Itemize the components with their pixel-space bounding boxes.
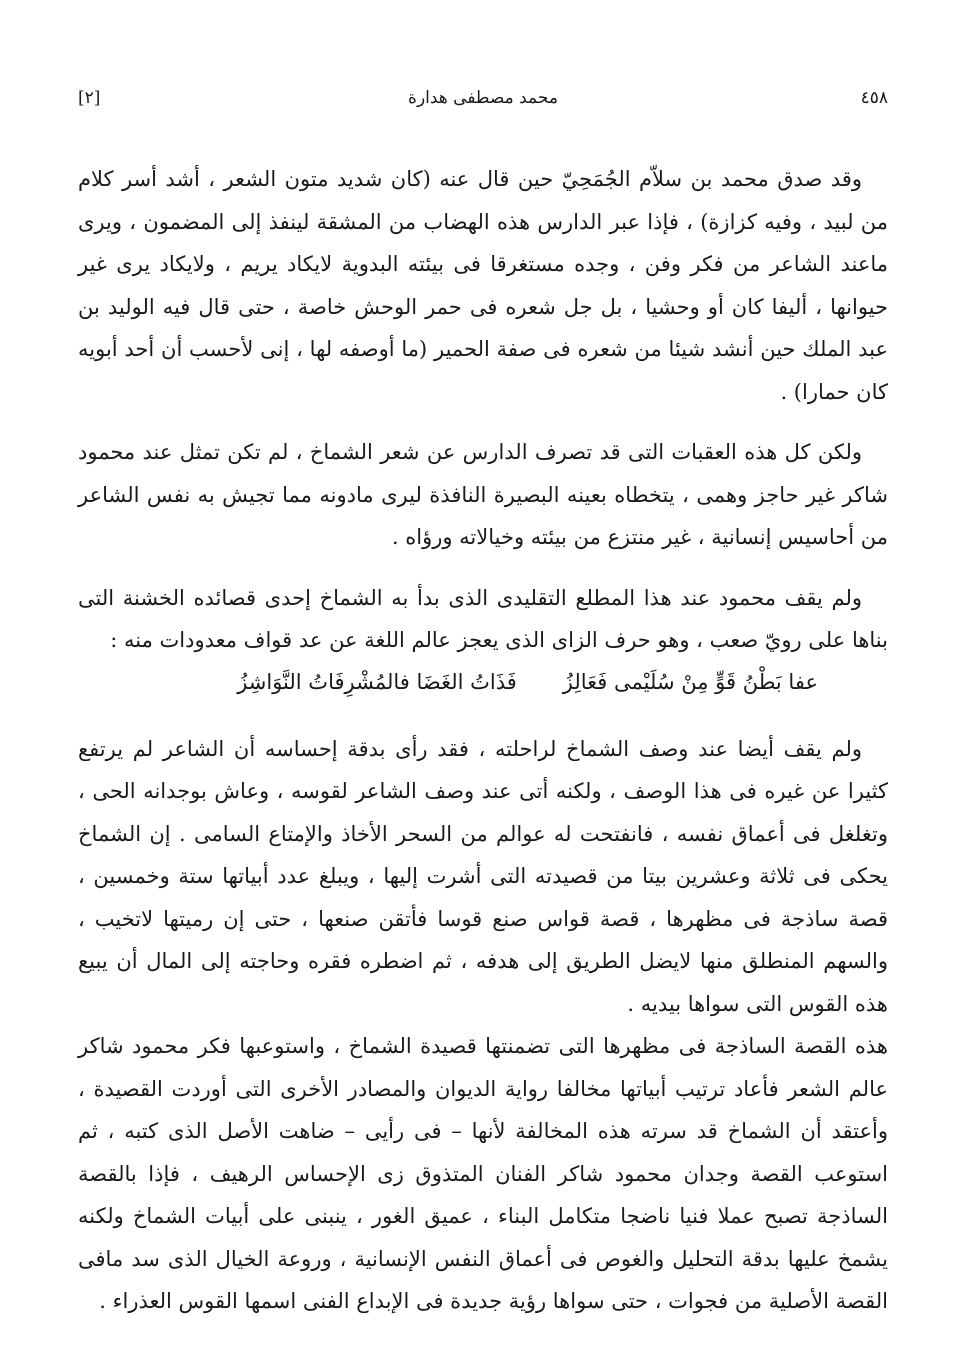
part-marker: [٢] [78,88,101,108]
page-number: ٤٥٨ [860,88,888,108]
paragraph-2: ولكن كل هذه العقبات التى قد تصرف الدارس عن شعر الشماخ ، لم تكن تمثل عند محمود شاكر غير حاجز وهمى ، يتخطاه بعينه البصيرة النافذة ليرى مادونه مما تجيش به نفس الشاعر من أحاسيس إنسانية ، غير منتزع من بيئته وخيالاته ورؤاه . [78,440,888,549]
paragraph-3: ولم يقف محمود عند هذا المطلع التقليدى الذى بدأ به الشماخ إحدى قصائده الخشنة التى بناها على رويّ صعب ، وهو حرف الزاى الذى يعجز عالم اللغة عن عد قواف معدودات منه : [78,585,888,652]
verse-line [78,662,888,702]
page [78,88,888,1341]
verse-hemistich-first: عفا بَطْنُ قَوٍّ مِنْ سُلَيْمى فَعَالِزُ [562,669,818,694]
running-title: محمد مصطفى هدارة [408,88,558,108]
verse-hemistich-second: فَذَاتُ الغَضَا فالمُشْرِفَاتُ النَّوَاشِزُ [237,669,517,694]
paragraph-5: هذه القصة الساذجة فى مظهرها التى تضمنتها قصيدة الشماخ ، واستوعبها فكر محمود شاكر عالم الشعر فأعاد ترتيب أبياتها مخالفا رواية الديوان والمصادر الأخرى التى أوردت القصيدة ، وأعتقد أن الشماخ قد سرته هذه المخالفة لأنها – فى رأيى – ضاهت الأصل الذى كتبه ، ثم استوعب القصة وجدان محمود شاكر الفنان المتذوق زى الإحساس الرهيف ، فإذا بالقصة الساذجة تصبح عملا فنيا ناضجا متكامل البناء ، عميق الغور ، ينبنى على أبيات الشماخ ولكنه يشمخ عليها بدقة التحليل والغوص فى أعماق النفس الإنسانية ، وروعة الخيال الذى سد مافى القصة الأصلية من فجوات ، حتى سواها رؤية جديدة فى الإبداع الفنى اسمها القوس العذراء . [78,1034,888,1313]
paragraph-4: ولم يقف أيضا عند وصف الشماخ لراحلته ، فقد رأى بدقة إحساسه أن الشاعر لم يرتفع كثيرا عن غيره فى هذا الوصف ، ولكنه أتى عند وصف الشاعر لقوسه ، وعاش بوجدانه الحى ، وتغلغل فى أعماق نفسه ، فانفتحت له عوالم من السحر الأخاذ والإمتاع السامى . إن الشماخ يحكى فى ثلاثة وعشرين بيتا من قصيدته التى أشرت إليها ، ويبلغ عدد أبياتها ستة وخمسين ، قصة ساذجة فى مظهرها ، قصة قواس صنع قوسا فأتقن صنعها ، حتى إن رميتها لاتخيب ، والسهم المنطلق منها لايضل الطريق إلى هدفه ، ثم اضطره فقره وحاجته إلى المال أن يبيع هذه القوس التى سواها بيديه . [78,736,888,1016]
page-header [78,88,888,118]
paragraph-1: وقد صدق محمد بن سلاّم الجُمَحِيّ حين قال عنه (كان شديد متون الشعر ، أشد أسر كلام من لبيد ، وفيه كزازة) ، فإذا عبر الدارس هذه الهضاب من المشقة لينفذ إلى المضمون ، ويرى ماعند الشاعر من فكر وفن ، وجده مستغرقا فى بيئته البدوية لايكاد يريم ، ولايكاد يرى غير حيوانها ، أليفا كان أو وحشيا ، بل جل شعره فى حمر الوحش خاصة ، حتى قال فيه الوليد بن عبد الملك حين أنشد شيئا من شعره فى صفة الحمير (ما أوصفه لها ، إنى لأحسب أن أحد أبويه كان حمارا) . [78,167,888,404]
body-text [78,158,888,1323]
